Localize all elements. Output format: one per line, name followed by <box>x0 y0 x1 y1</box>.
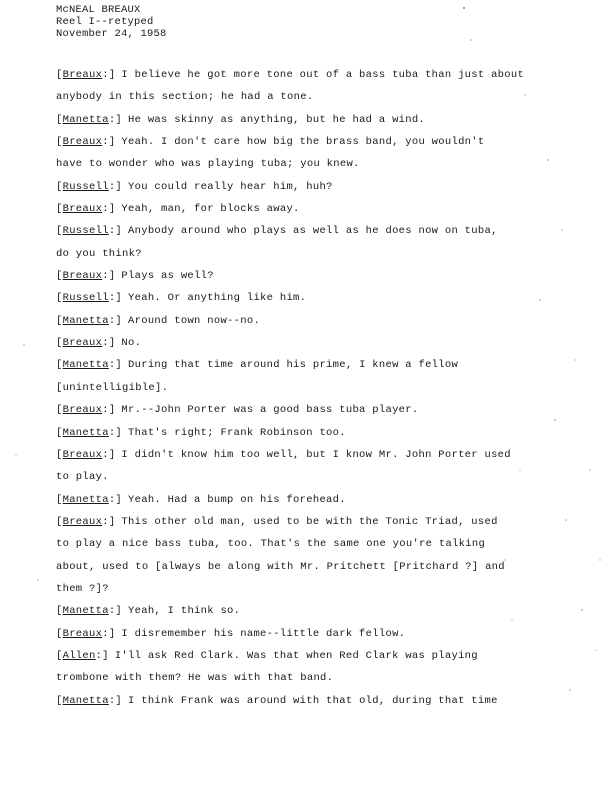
page-header <box>56 4 167 40</box>
line-text: to play a nice bass tuba, too. That's the same one you're talking <box>56 538 486 551</box>
transcript-line <box>56 623 556 645</box>
transcript-line <box>56 533 556 555</box>
transcript-line <box>56 399 556 421</box>
line-text: Anybody around who plays as well as he does now on tuba, <box>128 225 498 238</box>
transcript-line <box>56 690 556 712</box>
speaker-name: Russell <box>62 180 109 193</box>
transcript-line <box>56 86 556 108</box>
transcript-line <box>56 511 556 533</box>
speaker-name: Breaux <box>62 404 103 417</box>
speaker-bracket-open: [ <box>56 694 63 707</box>
line-text: I believe he got more tone out of a bass tuba than just about <box>121 69 525 81</box>
speaker-bracket-close: :] <box>108 426 123 439</box>
transcript-line <box>56 287 556 309</box>
line-text: Plays as well? <box>121 270 214 283</box>
speaker-bracket-open: [ <box>56 605 63 618</box>
transcript-line <box>56 64 556 86</box>
transcript-body <box>56 64 556 712</box>
speaker-bracket-close: :] <box>108 694 123 707</box>
speaker-bracket-open: [ <box>56 270 63 283</box>
speaker-bracket-close: :] <box>108 605 123 618</box>
speaker-bracket-close: :] <box>108 292 123 305</box>
speaker-bracket-open: [ <box>56 359 63 372</box>
line-text: about, used to [always be along with Mr. Pritchett [Pritchard ?] and <box>56 560 505 573</box>
speaker-bracket-close: :] <box>102 515 116 528</box>
speaker-name: Manetta <box>62 359 109 372</box>
transcript-line <box>56 600 556 622</box>
interview-date: November 24, 1958 <box>56 28 167 40</box>
speaker-bracket-close: :] <box>108 225 123 238</box>
speaker-name: Manetta <box>62 694 109 707</box>
speaker-name: Breaux <box>62 203 103 216</box>
transcript-line <box>56 422 556 444</box>
speaker-bracket-open: [ <box>56 493 63 506</box>
speaker-name: Manetta <box>62 605 109 618</box>
transcript-line <box>56 444 556 466</box>
speaker-bracket-open: [ <box>56 314 63 327</box>
line-text: He was skinny as anything, but he had a wind. <box>128 113 426 126</box>
speaker-name: Manetta <box>62 113 109 126</box>
speaker-name: Manetta <box>62 314 109 327</box>
speaker-name: Allen <box>62 649 96 662</box>
speaker-bracket-close: :] <box>108 314 123 327</box>
speaker-name: Breaux <box>62 270 103 283</box>
speaker-name: Manetta <box>62 426 109 439</box>
speaker-bracket-open: [ <box>56 69 63 81</box>
speaker-name: Manetta <box>62 493 109 506</box>
speaker-bracket-open: [ <box>56 113 63 126</box>
speaker-bracket-close: :] <box>95 649 109 662</box>
transcript-line <box>56 354 556 376</box>
speaker-bracket-open: [ <box>56 627 63 640</box>
line-text: I think Frank was around with that old, during that time <box>128 694 498 707</box>
line-text: Yeah, man, for blocks away. <box>121 203 300 216</box>
transcript-line <box>56 243 556 265</box>
transcript-line <box>56 198 556 220</box>
speaker-name: Breaux <box>62 627 103 640</box>
speaker-bracket-close: :] <box>102 448 116 461</box>
interviewee-name: McNEAL BREAUX <box>56 4 141 16</box>
transcript-line <box>56 176 556 198</box>
speaker-bracket-open: [ <box>56 180 63 193</box>
transcript-line <box>56 489 556 511</box>
speaker-bracket-open: [ <box>56 337 63 350</box>
transcript-line <box>56 153 556 175</box>
line-text: I didn't know him too well, but I know Mr. John Porter used <box>121 448 511 461</box>
line-text: Mr.--John Porter was a good bass tuba player. <box>121 404 419 417</box>
line-text: [unintelligible]. <box>56 381 169 394</box>
transcript-line <box>56 667 556 689</box>
speaker-bracket-close: :] <box>108 180 123 193</box>
speaker-bracket-close: :] <box>102 136 116 149</box>
line-text: I'll ask Red Clark. Was that when Red Clark was playing <box>114 649 478 662</box>
speaker-bracket-close: :] <box>102 69 116 81</box>
speaker-bracket-open: [ <box>56 136 63 149</box>
line-text: You could really hear him, huh? <box>128 180 333 193</box>
speaker-name: Russell <box>62 292 109 305</box>
line-text: I disremember his name--little dark fellow. <box>121 627 406 640</box>
transcript-line <box>56 332 556 354</box>
speaker-bracket-open: [ <box>56 404 63 417</box>
speaker-bracket-close: :] <box>102 203 116 216</box>
speaker-bracket-open: [ <box>56 225 63 238</box>
line-text: do you think? <box>56 247 142 260</box>
line-text: Around town now--no. <box>128 314 261 327</box>
speaker-bracket-open: [ <box>56 203 63 216</box>
reel-label: Reel I--retyped <box>56 16 154 28</box>
line-text: No. <box>121 337 142 350</box>
speaker-bracket-open: [ <box>56 649 63 662</box>
transcript-line <box>56 310 556 332</box>
speaker-name: Breaux <box>62 69 103 81</box>
line-text: anybody in this section; he had a tone. <box>56 91 314 104</box>
transcript-line <box>56 578 556 600</box>
transcript-line <box>56 645 556 667</box>
line-text: trombone with them? He was with that band. <box>56 672 334 685</box>
transcript-line <box>56 265 556 287</box>
line-text: to play. <box>56 471 109 484</box>
speaker-name: Breaux <box>62 448 103 461</box>
line-text: have to wonder who was playing tuba; you knew. <box>56 158 360 171</box>
speaker-bracket-open: [ <box>56 292 63 305</box>
speaker-bracket-close: :] <box>102 270 116 283</box>
line-text: Yeah, I think so. <box>128 605 241 618</box>
line-text: them ?]? <box>56 582 109 595</box>
speaker-bracket-open: [ <box>56 515 63 528</box>
transcript-line <box>56 556 556 578</box>
line-text: Yeah. Had a bump on his forehead. <box>128 493 346 506</box>
transcript-line <box>56 466 556 488</box>
line-text: Yeah. I don't care how big the brass band, you wouldn't <box>121 136 485 149</box>
speaker-name: Breaux <box>62 515 103 528</box>
speaker-bracket-close: :] <box>108 493 123 506</box>
transcript-line <box>56 109 556 131</box>
speaker-name: Breaux <box>62 337 103 350</box>
speaker-bracket-close: :] <box>108 113 123 126</box>
speaker-bracket-close: :] <box>102 627 116 640</box>
line-text: That's right; Frank Robinson too. <box>128 426 346 439</box>
line-text: Yeah. Or anything like him. <box>128 292 307 305</box>
speaker-bracket-close: :] <box>102 337 116 350</box>
line-text: During that time around his prime, I knew a fellow <box>128 359 459 372</box>
speaker-bracket-open: [ <box>56 448 63 461</box>
speaker-bracket-close: :] <box>102 404 116 417</box>
transcript-line <box>56 131 556 153</box>
speaker-name: Breaux <box>62 136 103 149</box>
speaker-bracket-close: :] <box>108 359 123 372</box>
transcript-line <box>56 377 556 399</box>
speaker-name: Russell <box>62 225 109 238</box>
line-text: This other old man, used to be with the Tonic Triad, used <box>121 515 498 528</box>
transcript-line <box>56 220 556 242</box>
speaker-bracket-open: [ <box>56 426 63 439</box>
